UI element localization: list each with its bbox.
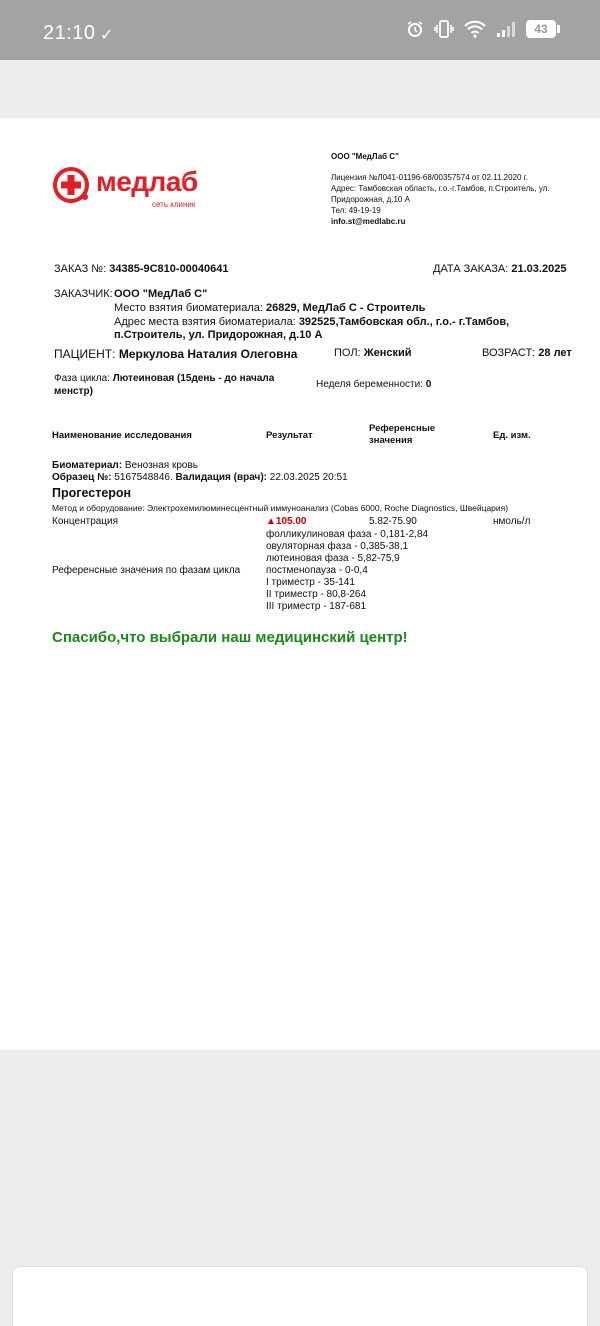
unit-value: нмоль/л [493,516,531,527]
patient-label: ПАЦИЕНТ: [54,347,116,361]
license-text: Лицензия №Л041-01196-68/00357574 от 02.11.2020 г. [331,173,528,182]
patient [54,347,297,361]
patient-sex [334,347,412,359]
reference-value: 5.82-75.90 [369,516,417,527]
phase-ref-item: лютеиновая фаза - 5,82-75,9 [266,553,400,564]
bottom-card[interactable] [12,1266,588,1326]
validation-label: Валидация (врач): [175,472,267,483]
order-date-value: 21.03.2025 [511,263,567,275]
biomaterial [52,460,198,471]
medlab-logo [52,166,212,212]
brand-name: медлаб [96,166,198,197]
status-icons [406,20,560,38]
signal-icon [496,20,516,38]
red-cross-logo-icon [52,166,90,204]
age-label: ВОЗРАСТ: [482,347,536,359]
result-value: ▲105.00 [266,516,307,527]
sampling-address [114,316,509,328]
phase-ref-item: II триместр - 80,8-264 [266,589,367,600]
company-phone: Тел: 49-19-19 [331,206,381,215]
customer-name: ООО "МедЛаб С" [114,288,208,300]
age-value: 28 лет [538,347,572,359]
col-reference-line1: Референсные [369,423,436,434]
vibrate-icon [434,20,454,38]
thanks-message: Спасибо,что выбрали наш медицинский центр! [52,629,408,646]
sex-value: Женский [363,347,412,359]
order-number-value: 34385-9C810-00040641 [109,263,229,275]
col-unit: Ед. изм. [493,430,531,441]
patient-age [482,347,572,359]
sampling-place-value: 26829, МедЛаб С - Строитель [265,302,426,314]
status-bar [0,0,600,60]
company-details [331,172,581,227]
sample-label: Образец №: [52,472,112,483]
company-email: info.st@medlabc.ru [331,217,406,226]
phase-ref-item: постменопауза - 0-0,4 [266,565,368,576]
validation-value: 22.03.2025 20:51 [269,472,348,483]
sampling-address-label: Адрес места взятия биоматериала: [114,316,296,328]
cycle-phase-line1: Лютеиновая (15день - до начала [112,373,275,384]
cycle-phase-label: Фаза цикла: [54,373,110,384]
pregnancy-label: Неделя беременности: [316,379,423,390]
phase-ref-label: Референсные значения по фазам цикла [52,565,241,576]
cycle-phase-line2: менстр) [54,386,93,397]
phase-ref-item: III триместр - 187-681 [266,601,367,612]
biomaterial-value: Венозная кровь [124,460,198,471]
brand-tagline: сеть клиник [152,200,196,209]
alarm-icon [406,20,424,38]
phase-ref-list [266,529,428,613]
order-date [433,263,566,275]
pregnancy-week [316,379,431,390]
sampling-address-line2: п.Строитель, ул. Придорожная, д.10 А [114,329,323,341]
sampling-place [114,302,425,314]
order-number-label: ЗАКАЗ №: [54,263,107,275]
phase-ref-item: I триместр - 35-141 [266,577,355,588]
order-number [54,263,229,275]
phase-ref-item: фолликулиновая фаза - 0,181-2,84 [266,529,429,540]
wifi-icon [464,20,486,38]
battery-level: 43 [526,20,556,38]
test-method: Метод и оборудование: Электрохемилюминесцентный иммуноанализ (Cobas 6000, Roche Diagnostics, Швейцария) [52,503,509,513]
lab-result-document [0,118,600,1050]
customer-label: ЗАКАЗЧИК: [54,288,113,300]
sample-number: 5167548846. [114,472,173,483]
sex-label: ПОЛ: [334,347,361,359]
battery-icon [526,20,560,38]
col-result: Результат [266,430,313,441]
clock: 21:10 [43,22,96,44]
pregnancy-value: 0 [425,379,432,390]
param-name: Концентрация [52,516,119,527]
check-icon: ✓ [100,27,114,44]
col-reference-line2: значения [369,435,413,446]
cycle-phase [54,373,274,384]
order-date-label: ДАТА ЗАКАЗА: [433,263,509,275]
biomaterial-label: Биоматериал: [52,460,123,471]
col-test-name: Наименование исследования [52,430,192,441]
phase-ref-item: овуляторная фаза - 0,385-38,1 [266,541,409,552]
sample-info [52,472,348,483]
company-address: Адрес: Тамбовская область, г.о.-г.Тамбов, п.Строитель, ул. Придорожная, д.10 А [331,184,550,204]
sampling-address-line1: 392525,Тамбовская обл., г.о.- г.Тамбов, [298,316,510,328]
sampling-place-label: Место взятия биоматериала: [114,302,263,314]
company-name: ООО "МедЛаб С" [331,152,399,161]
test-name: Прогестерон [52,486,132,500]
col-reference [369,423,435,447]
patient-name: Меркулова Наталия Олеговна [118,347,298,361]
